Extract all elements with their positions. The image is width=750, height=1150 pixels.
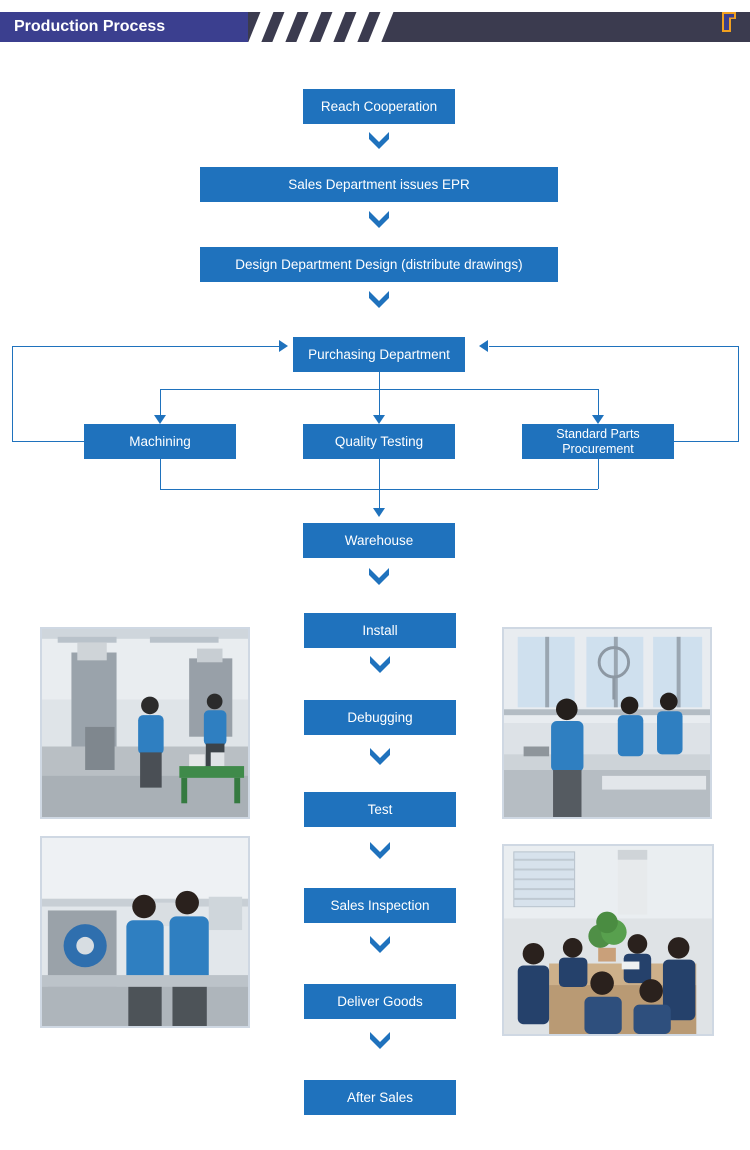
arrow-down-4 <box>366 565 392 591</box>
line-standard-feedback-v <box>738 346 739 442</box>
node-label: Quality Testing <box>334 433 424 449</box>
line-machining-feedback-h <box>12 441 84 442</box>
node-reach-cooperation[interactable] <box>303 89 455 124</box>
arrowhead-quality <box>373 415 385 424</box>
node-label: Install <box>362 622 398 638</box>
header-hazard-stripes <box>248 12 428 42</box>
node-install[interactable] <box>304 613 456 648</box>
node-deliver-goods[interactable] <box>304 984 456 1019</box>
page-title: Production Process <box>14 18 166 35</box>
arrow-down-8 <box>367 933 393 959</box>
arrow-down-7 <box>367 839 393 865</box>
line-standard-bottom-v <box>598 459 599 489</box>
line-feedback-into-purchasing-left <box>12 346 280 347</box>
node-label: Debugging <box>347 709 413 725</box>
photo-machining-workshop <box>40 627 250 819</box>
arrowhead-warehouse <box>373 508 385 517</box>
photo-assembly-bench <box>502 627 712 819</box>
arrow-down-9 <box>367 1029 393 1055</box>
node-design-department[interactable] <box>200 247 558 282</box>
node-warehouse[interactable] <box>303 523 455 558</box>
node-label: Sales Inspection <box>330 897 430 913</box>
node-label: Test <box>367 801 393 817</box>
arrowhead-purchasing-left <box>279 340 288 352</box>
node-label: Standard Parts Procurement <box>556 427 640 456</box>
arrow-down-1 <box>366 129 392 155</box>
node-sales-epr[interactable] <box>200 167 558 202</box>
arrow-down-5 <box>367 653 393 679</box>
line-machining-feedback-v <box>12 346 13 442</box>
node-label: Warehouse <box>344 532 414 548</box>
line-purchasing-down <box>379 372 380 389</box>
node-standard-parts-procurement[interactable] <box>522 424 674 459</box>
line-standard-feedback-h <box>674 441 738 442</box>
node-quality-testing[interactable] <box>303 424 455 459</box>
node-label: Deliver Goods <box>337 993 423 1009</box>
photo-training-meeting <box>502 844 714 1036</box>
node-label: Machining <box>129 433 191 449</box>
node-sales-inspection[interactable] <box>304 888 456 923</box>
node-label: Reach Cooperation <box>320 98 438 114</box>
arrow-down-3 <box>366 288 392 314</box>
arrow-down-2 <box>366 208 392 234</box>
company-logo-icon <box>718 10 740 34</box>
line-machining-bottom-v <box>160 459 161 489</box>
node-label: Sales Department issues EPR <box>288 176 470 192</box>
node-label: Purchasing Department <box>308 346 450 362</box>
node-label: After Sales <box>346 1089 414 1105</box>
page-header <box>0 0 750 50</box>
node-debugging[interactable] <box>304 700 456 735</box>
line-feedback-into-purchasing-right <box>489 346 738 347</box>
node-machining[interactable] <box>84 424 236 459</box>
arrowhead-machining <box>154 415 166 424</box>
arrowhead-standard <box>592 415 604 424</box>
photo-machine-operation <box>40 836 250 1028</box>
arrowhead-purchasing-right <box>479 340 488 352</box>
arrow-down-6 <box>367 745 393 771</box>
line-quality-to-warehouse <box>379 459 380 489</box>
node-label: Design Department Design (distribute drawings) <box>235 256 523 272</box>
node-test[interactable] <box>304 792 456 827</box>
node-after-sales[interactable] <box>304 1080 456 1115</box>
node-purchasing-department[interactable] <box>293 337 465 372</box>
